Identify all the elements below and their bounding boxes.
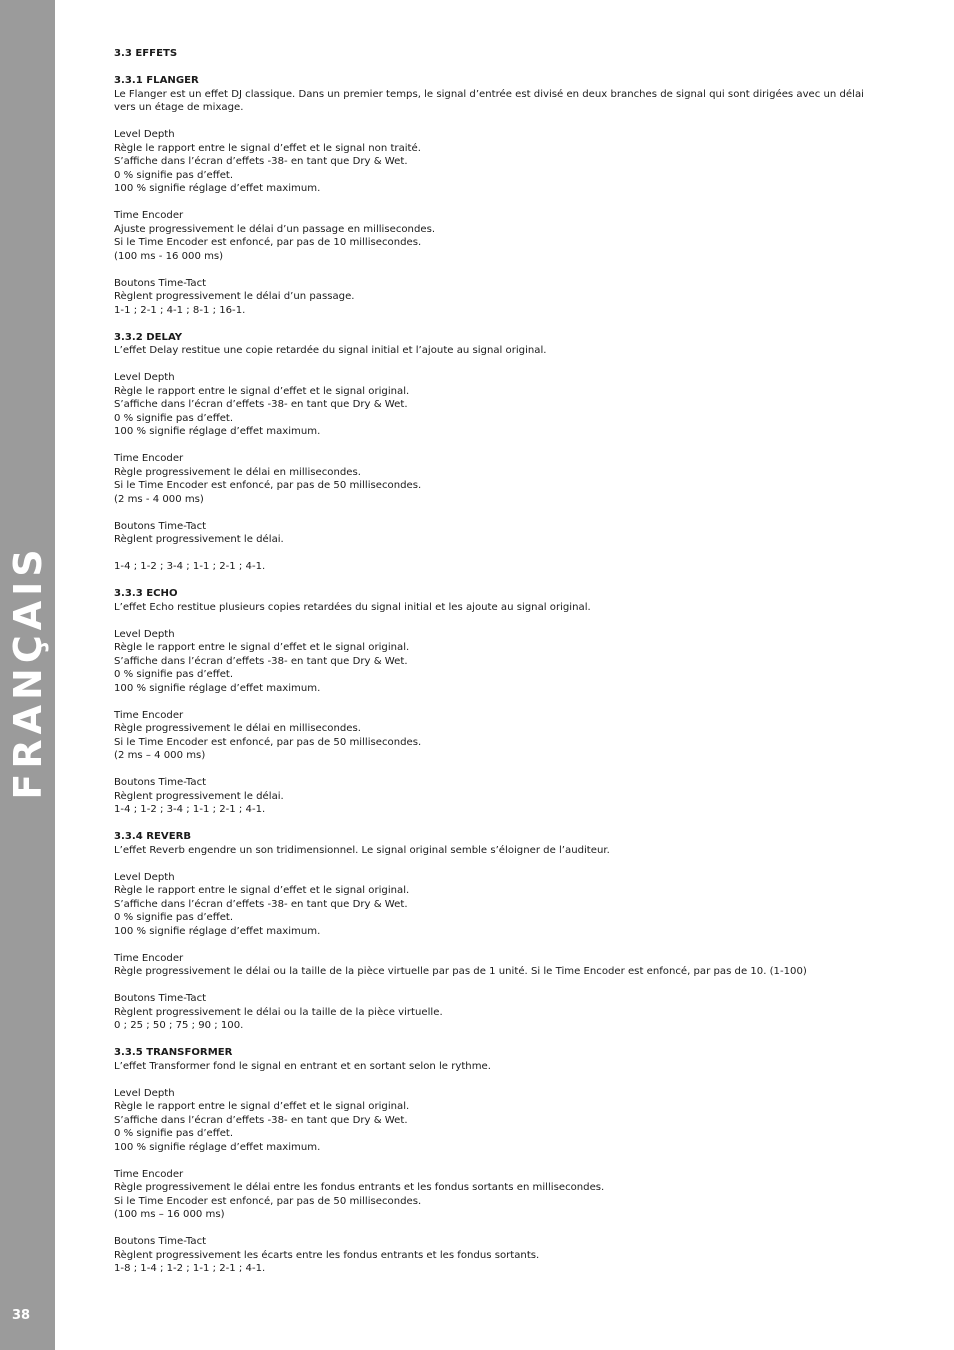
- param-heading: Boutons Time-Tact: [114, 277, 207, 289]
- document-body: [114, 47, 874, 1276]
- param-heading: Boutons Time-Tact: [114, 1236, 207, 1247]
- spacer: [114, 439, 874, 453]
- spacer: [114, 1154, 874, 1168]
- param-text: 0 ; 25 ; 50 ; 75 ; 90 ; 100.: [114, 1020, 244, 1031]
- spacer: [114, 614, 874, 628]
- param-heading: Boutons Time-Tact: [114, 777, 207, 788]
- param-text: Règle le rapport entre le signal d’effet et le signal original.: [114, 642, 410, 653]
- param-text: Règle progressivement le délai en millisecondes.: [114, 466, 361, 478]
- param-values: 1-4 ; 1-2 ; 3-4 ; 1-1 ; 2-1 ; 4-1.: [114, 561, 266, 572]
- param-heading: Level Depth: [114, 372, 175, 383]
- param-text: 0 % signifie pas d’effet.: [114, 912, 234, 923]
- param-text: Règlent progressivement le délai ou la taille de la pièce virtuelle.: [114, 1006, 443, 1018]
- param-heading: Time Encoder: [114, 1168, 184, 1180]
- param-text: 1-1 ; 2-1 ; 4-1 ; 8-1 ; 16-1.: [114, 304, 246, 316]
- section-heading: 3.3.5 TRANSFORMER: [114, 1047, 233, 1058]
- language-label: FRANÇAIS: [6, 544, 50, 800]
- spacer: [114, 1222, 874, 1236]
- spacer: [114, 1073, 874, 1087]
- param-text: Règle le rapport entre le signal d’effet et le signal original.: [114, 885, 410, 896]
- param-text: Règlent progressivement le délai.: [114, 534, 284, 545]
- param-text: Règle progressivement le délai en millisecondes.: [114, 723, 361, 734]
- flanger-section: [114, 74, 874, 317]
- spacer: [114, 938, 874, 952]
- param-text: Règle progressivement le délai entre les fondus entrants et les fondus sortants en millisecondes.: [114, 1182, 605, 1193]
- param-text: 100 % signifie réglage d’effet maximum.: [114, 682, 321, 694]
- spacer: [114, 574, 874, 588]
- param-text: 1-4 ; 1-2 ; 3-4 ; 1-1 ; 2-1 ; 4-1.: [114, 804, 266, 815]
- spacer: [114, 263, 874, 277]
- param-text: Règle le rapport entre le signal d’effet et le signal original.: [114, 385, 410, 397]
- section-intro: L’effet Delay restitue une copie retardée du signal initial et l’ajoute au signal original.: [114, 345, 547, 356]
- param-text: S’affiche dans l’écran d’effets -38- en tant que Dry & Wet.: [114, 156, 408, 167]
- param-text: Si le Time Encoder est enfoncé, par pas de 50 millisecondes.: [114, 736, 422, 748]
- param-text: 100 % signifie réglage d’effet maximum.: [114, 1141, 321, 1153]
- section-intro: Le Flanger est un effet DJ classique. Dans un premier temps, le signal d’entrée est divisé en deux branches de signal qui sont dirigées avec un délai vers un étage de mixage.: [114, 88, 864, 113]
- param-heading: Boutons Time-Tact: [114, 520, 207, 532]
- spacer: [114, 115, 874, 129]
- param-heading: Level Depth: [114, 129, 175, 140]
- param-text: Si le Time Encoder est enfoncé, par pas de 50 millisecondes.: [114, 1195, 422, 1207]
- param-heading: Level Depth: [114, 871, 175, 883]
- spacer: [114, 857, 874, 871]
- spacer: [114, 817, 874, 831]
- param-text: 1-8 ; 1-4 ; 1-2 ; 1-1 ; 2-1 ; 4-1.: [114, 1263, 266, 1274]
- spacer: [114, 317, 874, 331]
- param-text: Règle progressivement le délai ou la taille de la pièce virtuelle par pas de 1 unité. Si le Time Encoder est enfoncé, par pas de 10. (1-100): [114, 966, 807, 977]
- param-text: Règlent progressivement le délai d’un passage.: [114, 291, 355, 302]
- spacer: [114, 196, 874, 210]
- language-sidebar: [0, 0, 55, 1350]
- param-text: (100 ms - 16 000 ms): [114, 250, 224, 262]
- transformer-section: [114, 1046, 874, 1276]
- param-text: Si le Time Encoder est enfoncé, par pas de 10 millisecondes.: [114, 237, 422, 248]
- param-text: 100 % signifie réglage d’effet maximum.: [114, 925, 321, 937]
- param-heading: Time Encoder: [114, 210, 184, 221]
- param-text: S’affiche dans l’écran d’effets -38- en tant que Dry & Wet.: [114, 1114, 408, 1126]
- section-heading: 3.3.1 FLANGER: [114, 75, 199, 86]
- section-title: 3.3 EFFETS: [114, 48, 178, 59]
- param-text: 0 % signifie pas d’effet.: [114, 1128, 234, 1139]
- param-text: (100 ms – 16 000 ms): [114, 1209, 225, 1220]
- param-text: 0 % signifie pas d’effet.: [114, 169, 234, 181]
- param-text: 0 % signifie pas d’effet.: [114, 669, 234, 680]
- spacer: [114, 695, 874, 709]
- param-text: (2 ms – 4 000 ms): [114, 750, 206, 761]
- section-intro: L’effet Echo restitue plusieurs copies retardées du signal initial et les ajoute au signal original.: [114, 601, 591, 613]
- param-heading: Level Depth: [114, 628, 175, 640]
- param-text: Si le Time Encoder est enfoncé, par pas de 50 millisecondes.: [114, 480, 422, 491]
- spacer: [114, 61, 874, 75]
- param-heading: Time Encoder: [114, 453, 184, 464]
- delay-section: [114, 331, 874, 574]
- section-heading: 3.3.3 ECHO: [114, 588, 178, 599]
- reverb-section: [114, 830, 874, 1033]
- param-text: Règle le rapport entre le signal d’effet et le signal non traité.: [114, 142, 421, 154]
- section-heading: 3.3.4 REVERB: [114, 831, 192, 842]
- param-text: 0 % signifie pas d’effet.: [114, 412, 234, 424]
- spacer: [114, 979, 874, 993]
- param-text: Ajuste progressivement le délai d’un passage en millisecondes.: [114, 223, 436, 235]
- spacer: [114, 506, 874, 520]
- param-text: 100 % signifie réglage d’effet maximum.: [114, 183, 321, 194]
- param-heading: Level Depth: [114, 1087, 175, 1099]
- param-text: Règlent progressivement le délai.: [114, 790, 284, 802]
- spacer: [114, 763, 874, 777]
- param-text: (2 ms - 4 000 ms): [114, 493, 204, 505]
- spacer: [114, 547, 874, 561]
- param-text: Règle le rapport entre le signal d’effet et le signal original.: [114, 1101, 410, 1112]
- section-intro: L’effet Reverb engendre un son tridimensionnel. Le signal original semble s’éloigner de l’auditeur.: [114, 844, 610, 856]
- section-heading: 3.3.2 DELAY: [114, 331, 183, 343]
- param-text: Règlent progressivement les écarts entre les fondus entrants et les fondus sortants.: [114, 1249, 540, 1261]
- spacer: [114, 358, 874, 372]
- section-intro: L’effet Transformer fond le signal en entrant et en sortant selon le rythme.: [114, 1060, 491, 1072]
- param-text: S’affiche dans l’écran d’effets -38- en tant que Dry & Wet.: [114, 655, 408, 667]
- param-heading: Boutons Time-Tact: [114, 993, 207, 1004]
- echo-section: [114, 587, 874, 817]
- param-text: 100 % signifie réglage d’effet maximum.: [114, 426, 321, 437]
- param-heading: Time Encoder: [114, 952, 184, 964]
- param-text: S’affiche dans l’écran d’effets -38- en tant que Dry & Wet.: [114, 898, 408, 910]
- spacer: [114, 1033, 874, 1047]
- param-heading: Time Encoder: [114, 709, 184, 721]
- page-number: 38: [12, 1308, 31, 1323]
- param-text: S’affiche dans l’écran d’effets -38- en tant que Dry & Wet.: [114, 399, 408, 410]
